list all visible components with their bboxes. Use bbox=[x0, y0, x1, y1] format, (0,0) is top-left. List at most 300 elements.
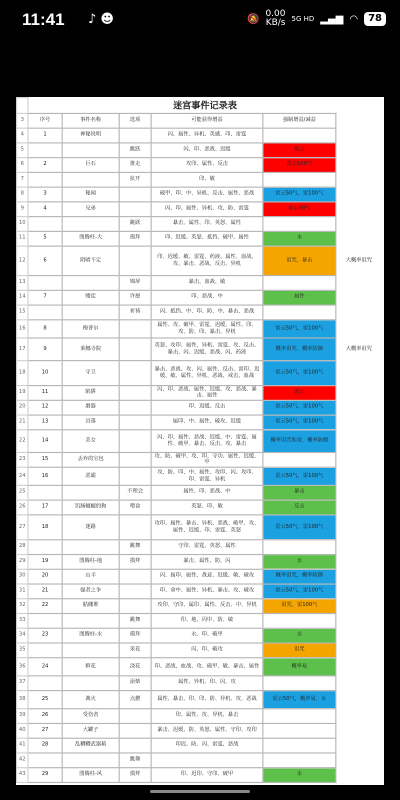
network-type: 5G HD bbox=[291, 15, 315, 23]
row-number-cell: 3 bbox=[17, 113, 28, 128]
spreadsheet-content bbox=[16, 97, 381, 783]
table-row bbox=[17, 467, 382, 485]
event-name-cell bbox=[62, 217, 119, 232]
option-cell bbox=[119, 400, 151, 415]
force-cell bbox=[263, 452, 336, 467]
event-name-cell: 乱糟糟武器箱 bbox=[62, 738, 119, 753]
option-cell bbox=[119, 709, 151, 724]
row-number-cell: 23 bbox=[17, 452, 28, 467]
note-cell bbox=[336, 172, 382, 187]
force-cell: 雷云 bbox=[263, 143, 336, 158]
force-cell: 雷云50气，雷100气 bbox=[263, 187, 336, 202]
table-row bbox=[17, 658, 382, 676]
gain-cell: 暴击、恶战、攻、闪、属性、反击、雷印、迟缓、敏、属性、异机、恶战、戒击、血战 bbox=[151, 361, 263, 386]
row-number-cell: 20 bbox=[17, 400, 28, 415]
event-name-cell: 阴晴不定 bbox=[62, 246, 119, 275]
option-cell bbox=[119, 584, 151, 599]
sequence-cell: 序号 bbox=[28, 113, 62, 128]
row-number-cell: 25 bbox=[17, 485, 28, 500]
row-number-cell: 15 bbox=[17, 305, 28, 320]
gain-cell: 印、命中、属性、异机、暴击、攻、破攻 bbox=[151, 584, 263, 599]
sequence-cell bbox=[28, 676, 62, 691]
note-cell bbox=[336, 400, 382, 415]
option-cell bbox=[119, 361, 151, 386]
table-row bbox=[17, 361, 382, 386]
table-row bbox=[17, 415, 382, 430]
sequence-cell bbox=[28, 643, 62, 658]
force-cell: 水 bbox=[263, 628, 336, 643]
force-cell bbox=[263, 172, 336, 187]
gain-cell: 破甲、印、中、异机、反击、属性、恶战 bbox=[151, 187, 263, 202]
table-row bbox=[17, 231, 382, 246]
option-cell: 推走 bbox=[119, 158, 151, 173]
event-name-cell: 陷阱 bbox=[62, 386, 119, 401]
option-cell bbox=[119, 515, 151, 540]
home-indicator[interactable] bbox=[150, 790, 250, 793]
row-number-cell: 26 bbox=[17, 500, 28, 515]
sequence-cell: 29 bbox=[28, 768, 62, 783]
network-speed bbox=[265, 10, 285, 28]
event-name-cell: 鲜花 bbox=[62, 658, 119, 676]
table-row bbox=[17, 768, 382, 783]
gain-cell: 可能获得增益 bbox=[151, 113, 263, 128]
event-name-cell bbox=[62, 143, 119, 158]
event-name-cell bbox=[62, 485, 119, 500]
event-name-cell: 山羊 bbox=[62, 569, 119, 584]
option-cell: 选项 bbox=[119, 113, 151, 128]
row-number-cell: 43 bbox=[17, 768, 28, 783]
row-number-cell: 40 bbox=[17, 723, 28, 738]
row-number-cell: 41 bbox=[17, 738, 28, 753]
event-name-cell: 岩落 bbox=[62, 415, 119, 430]
force-cell: 概率诅咒和雷，概率防御 bbox=[263, 430, 336, 453]
option-cell: 摸拜 bbox=[119, 231, 151, 246]
option-cell bbox=[119, 128, 151, 143]
sheet-title: 迷宫事件记录表 bbox=[173, 99, 237, 111]
event-name-cell: 巨石 bbox=[62, 158, 119, 173]
gain-cell: 闪、属印、属性、战意、迟缓、敏、破攻 bbox=[151, 569, 263, 584]
option-cell bbox=[119, 738, 151, 753]
force-cell: 属性 bbox=[263, 290, 336, 305]
gain-cell bbox=[151, 753, 263, 768]
note-cell bbox=[336, 467, 382, 485]
event-name-cell bbox=[62, 643, 119, 658]
table-row bbox=[17, 753, 382, 768]
gain-cell: 水、印、破甲 bbox=[151, 628, 263, 643]
sequence-cell: 18 bbox=[28, 515, 62, 540]
table-row bbox=[17, 643, 382, 658]
table-row bbox=[17, 187, 382, 202]
option-cell: 摸拜 bbox=[119, 768, 151, 783]
option-cell bbox=[119, 338, 151, 361]
event-name-cell: 美女 bbox=[62, 430, 119, 453]
row-number-cell: 33 bbox=[17, 613, 28, 628]
note-cell bbox=[336, 723, 382, 738]
event-name-cell: 事件名称 bbox=[62, 113, 119, 128]
row-number-cell: 29 bbox=[17, 555, 28, 570]
sequence-cell: 3 bbox=[28, 187, 62, 202]
table-row bbox=[17, 540, 382, 555]
force-cell: 诅咒 bbox=[263, 643, 336, 658]
option-cell: 抗开 bbox=[119, 172, 151, 187]
event-name-cell: 丢弃的宝包 bbox=[62, 452, 119, 467]
sequence-cell: 5 bbox=[28, 231, 62, 246]
note-cell bbox=[336, 643, 382, 658]
table-row bbox=[17, 515, 382, 540]
note-cell bbox=[336, 709, 382, 724]
table-row bbox=[17, 628, 382, 643]
force-cell: 雷云50气，概率易，水 bbox=[263, 691, 336, 709]
sequence-cell: 21 bbox=[28, 584, 62, 599]
note-cell bbox=[336, 628, 382, 643]
table-row bbox=[17, 386, 382, 401]
table-row bbox=[17, 172, 382, 187]
option-cell: 摸拜 bbox=[119, 628, 151, 643]
row-number-cell: 30 bbox=[17, 569, 28, 584]
event-name-cell: 莱娜寺院 bbox=[62, 338, 119, 361]
speed-unit: KB/s bbox=[265, 18, 286, 28]
event-name-cell: 篝火 bbox=[62, 691, 119, 709]
sequence-cell: 19 bbox=[28, 555, 62, 570]
sequence-cell: 25 bbox=[28, 691, 62, 709]
option-cell: 锦屏 bbox=[119, 276, 151, 291]
option-cell bbox=[119, 415, 151, 430]
force-cell bbox=[263, 540, 336, 555]
force-cell bbox=[263, 217, 336, 232]
force-cell: 概率诅咒，概率防御 bbox=[263, 338, 336, 361]
sequence-cell bbox=[28, 217, 62, 232]
status-bar bbox=[0, 0, 400, 44]
table-row bbox=[17, 400, 382, 415]
row-number-cell: 6 bbox=[17, 158, 28, 173]
event-name-cell: 骷髅堆 bbox=[62, 599, 119, 614]
option-cell: 摸拜 bbox=[119, 555, 151, 570]
gain-cell: 印、地、闪中、防、敏 bbox=[151, 613, 263, 628]
note-cell bbox=[336, 691, 382, 709]
sequence-cell: 16 bbox=[28, 467, 62, 485]
gain-cell: 攻印、属性、反击 bbox=[151, 158, 263, 173]
sequence-cell: 20 bbox=[28, 569, 62, 584]
note-cell bbox=[336, 430, 382, 453]
option-cell bbox=[119, 599, 151, 614]
gain-cell: 闪、属性、异机、英感、印、雷霆 bbox=[151, 128, 263, 143]
event-name-cell bbox=[62, 753, 119, 768]
option-cell bbox=[119, 723, 151, 738]
gain-cell: 印、恶战、血战、攻、破甲、敏、暴击、属性 bbox=[151, 658, 263, 676]
table-row bbox=[17, 430, 382, 453]
option-cell: 跳舞 bbox=[119, 753, 151, 768]
option-cell bbox=[119, 569, 151, 584]
sequence-cell bbox=[28, 305, 62, 320]
row-number-cell: 17 bbox=[17, 338, 28, 361]
event-name-cell: 守卫 bbox=[62, 361, 119, 386]
force-cell bbox=[263, 753, 336, 768]
note-cell bbox=[336, 361, 382, 386]
option-cell: 跳跃 bbox=[119, 143, 151, 158]
sequence-cell: 2 bbox=[28, 158, 62, 173]
sequence-cell: 1 bbox=[28, 128, 62, 143]
force-cell: 诅咒，暴击 bbox=[263, 246, 336, 275]
note-cell bbox=[336, 128, 382, 143]
gain-cell: 英怒、印、敏 bbox=[151, 500, 263, 515]
event-name-cell bbox=[62, 613, 119, 628]
force-cell: 雷云50气，雷100气 bbox=[263, 467, 336, 485]
status-indicators bbox=[247, 10, 386, 28]
note-cell bbox=[336, 415, 382, 430]
note-cell: 大概率诅咒 bbox=[345, 257, 373, 264]
event-name-cell: 迷路 bbox=[62, 515, 119, 540]
row-number-cell: 18 bbox=[17, 361, 28, 386]
force-cell: 水 bbox=[263, 231, 336, 246]
sequence-cell: 27 bbox=[28, 723, 62, 738]
table-row bbox=[17, 338, 382, 361]
row-number-cell: 24 bbox=[17, 467, 28, 485]
gain-cell: 印、迟印、守印、破甲 bbox=[151, 768, 263, 783]
event-name-cell: 饥肠辘辘的狗 bbox=[62, 500, 119, 515]
speed-value: 0.00 bbox=[265, 9, 286, 19]
event-name-cell: 梅普尔 bbox=[62, 320, 119, 338]
table-row bbox=[17, 613, 382, 628]
event-name-cell bbox=[62, 276, 119, 291]
gain-cell: 攻、防、印、中、属性、攻印、闪、攻印、印、雷霆、异机 bbox=[151, 467, 263, 485]
note-cell bbox=[336, 320, 382, 338]
row-number-cell: 34 bbox=[17, 628, 28, 643]
gain-cell: 属性、暴击、印、印、防、异机、攻、恶战 bbox=[151, 691, 263, 709]
row-number-cell: 19 bbox=[17, 386, 28, 401]
sequence-cell: 4 bbox=[28, 202, 62, 217]
note-cell bbox=[336, 202, 382, 217]
note-cell bbox=[336, 290, 382, 305]
gain-cell: 闪、印、破攻 bbox=[151, 643, 263, 658]
force-cell bbox=[263, 676, 336, 691]
option-cell bbox=[119, 386, 151, 401]
row-number-cell: 21 bbox=[17, 415, 28, 430]
note-cell bbox=[336, 217, 382, 232]
signal-icon: ▂▄▆ bbox=[320, 13, 344, 25]
force-cell: 雷云50气 bbox=[263, 202, 336, 217]
table-row bbox=[17, 738, 382, 753]
note-cell bbox=[336, 158, 382, 173]
force-cell bbox=[263, 613, 336, 628]
sequence-cell: 8 bbox=[28, 320, 62, 338]
gain-cell: 英怒、攻印、属性、异机、雷霆、攻、反击、暴击、闪、迟缓、恶战、闪、药液 bbox=[151, 338, 263, 361]
force-cell: 概率诅咒，概率防御 bbox=[263, 569, 336, 584]
row-number-cell: 11 bbox=[17, 231, 28, 246]
sequence-cell: 12 bbox=[28, 400, 62, 415]
sequence-cell: 22 bbox=[28, 599, 62, 614]
spreadsheet-viewer[interactable] bbox=[16, 97, 384, 785]
note-cell bbox=[336, 569, 382, 584]
sequence-cell bbox=[28, 485, 62, 500]
row-number-cell: 42 bbox=[17, 753, 28, 768]
row-number-cell: 39 bbox=[17, 709, 28, 724]
sequence-cell: 9 bbox=[28, 338, 62, 361]
event-name-cell bbox=[62, 540, 119, 555]
gain-cell: 印、迟缓、英怒、抵挡、破甲、属性 bbox=[151, 231, 263, 246]
note-cell bbox=[336, 386, 382, 401]
option-cell: 添柴 bbox=[119, 676, 151, 691]
table-row bbox=[17, 569, 382, 584]
option-cell bbox=[119, 452, 151, 467]
gain-cell: 印、属性、攻、异机、暴击 bbox=[151, 709, 263, 724]
note-cell: 大概率诅咒 bbox=[345, 346, 373, 353]
note-cell bbox=[336, 500, 382, 515]
gain-cell: 印、迟缓、反击 bbox=[151, 400, 263, 415]
table-row bbox=[17, 290, 382, 305]
row-number-cell: 14 bbox=[17, 290, 28, 305]
note-cell bbox=[336, 753, 382, 768]
force-cell: 雷云50气，雷100气 bbox=[263, 320, 336, 338]
event-name-cell: 强者之争 bbox=[62, 584, 119, 599]
force-cell: 水 bbox=[263, 555, 336, 570]
force-cell: 反击 bbox=[263, 500, 336, 515]
note-cell bbox=[336, 515, 382, 540]
mute-icon: 🔕 bbox=[247, 13, 260, 25]
sequence-cell: 17 bbox=[28, 500, 62, 515]
option-cell bbox=[119, 467, 151, 485]
note-cell bbox=[336, 738, 382, 753]
row-number-cell: 27 bbox=[17, 515, 28, 540]
gain-cell: 印、敏 bbox=[151, 172, 263, 187]
row-number-cell: 12 bbox=[17, 246, 28, 275]
row-number-cell: 38 bbox=[17, 691, 28, 709]
gain-cell: 闪、印、恶战、迟缓 bbox=[151, 143, 263, 158]
force-cell: 雷云50气，雷100气 bbox=[263, 400, 336, 415]
row-number-cell: 36 bbox=[17, 658, 28, 676]
table-row bbox=[17, 723, 382, 738]
option-cell bbox=[119, 430, 151, 453]
table-row bbox=[17, 555, 382, 570]
event-name-cell bbox=[62, 172, 119, 187]
force-cell: 雷云50气，雷100气 bbox=[263, 361, 336, 386]
notification-icons: ♪ ☻ bbox=[88, 12, 114, 27]
gain-cell: 攻、防、破甲、攻、印、守功、属性、迟缓、中 bbox=[151, 452, 263, 467]
table-row bbox=[17, 452, 382, 467]
table-row bbox=[17, 305, 382, 320]
note-cell bbox=[336, 613, 382, 628]
note-cell bbox=[336, 658, 382, 676]
event-name-cell bbox=[62, 676, 119, 691]
force-cell bbox=[263, 276, 336, 291]
table-row bbox=[17, 709, 382, 724]
sequence-cell: 14 bbox=[28, 430, 62, 453]
force-cell: 诅咒，雷100气 bbox=[263, 599, 336, 614]
gain-cell: 暴击、迟缓、防、英怒、属性、守印、攻印 bbox=[151, 723, 263, 738]
row-number-cell: 13 bbox=[17, 276, 28, 291]
gain-cell: 属性、异机、印、闪、攻 bbox=[151, 676, 263, 691]
row-number-cell: 31 bbox=[17, 584, 28, 599]
note-cell bbox=[336, 305, 382, 320]
table-row bbox=[17, 202, 382, 217]
note-cell bbox=[336, 540, 382, 555]
row-number bbox=[17, 98, 28, 114]
row-number-cell: 9 bbox=[17, 202, 28, 217]
table-row bbox=[17, 128, 382, 143]
note-cell bbox=[336, 231, 382, 246]
row-number-cell: 8 bbox=[17, 187, 28, 202]
force-cell: 概率易 bbox=[263, 658, 336, 676]
note-cell bbox=[336, 143, 382, 158]
table-row bbox=[17, 246, 382, 275]
note-cell bbox=[336, 276, 382, 291]
sequence-cell: 23 bbox=[28, 628, 62, 643]
event-name-cell: 图腾柱-大 bbox=[62, 231, 119, 246]
gain-cell: 暴击、属性、印、英怒、属性 bbox=[151, 217, 263, 232]
sequence-cell: 24 bbox=[28, 658, 62, 676]
event-name-cell: 图腾柱-风 bbox=[62, 768, 119, 783]
wifi-icon: ◠ bbox=[349, 13, 359, 25]
event-name-cell: 兄弟 bbox=[62, 202, 119, 217]
table-row bbox=[17, 143, 382, 158]
option-cell: 跳舞 bbox=[119, 540, 151, 555]
note-cell bbox=[336, 452, 382, 467]
sequence-cell: 28 bbox=[28, 738, 62, 753]
row-number-cell: 35 bbox=[17, 643, 28, 658]
note-cell bbox=[336, 676, 382, 691]
sequence-cell bbox=[28, 753, 62, 768]
sequence-cell bbox=[28, 143, 62, 158]
option-cell: 浇花 bbox=[119, 658, 151, 676]
row-number-cell: 37 bbox=[17, 676, 28, 691]
option-cell bbox=[119, 246, 151, 275]
table-row bbox=[17, 584, 382, 599]
option-cell: 喂食 bbox=[119, 500, 151, 515]
event-name-cell: 大罐子 bbox=[62, 723, 119, 738]
gain-cell: 印、迟缓、敏、雷霆、药液、属性、血战、攻、暴击、恶战、反击、异机 bbox=[151, 246, 263, 275]
event-name-cell: 恶霸 bbox=[62, 467, 119, 485]
table-row bbox=[17, 691, 382, 709]
force-cell bbox=[263, 723, 336, 738]
note-cell bbox=[336, 584, 382, 599]
row-number-cell: 5 bbox=[17, 143, 28, 158]
force-cell: 暴击 bbox=[263, 485, 336, 500]
sequence-cell: 11 bbox=[28, 386, 62, 401]
sequence-cell: 15 bbox=[28, 452, 62, 467]
event-name-cell: 磨器 bbox=[62, 400, 119, 415]
sequence-cell bbox=[28, 613, 62, 628]
option-cell: 采花 bbox=[119, 643, 151, 658]
gain-cell: 闪、抵挡、中、印、防、中、暴击、恶战 bbox=[151, 305, 263, 320]
event-name-cell: 秘闻 bbox=[62, 187, 119, 202]
table-row bbox=[17, 676, 382, 691]
gain-cell: 属性、印、恶战、中 bbox=[151, 485, 263, 500]
sequence-cell bbox=[28, 276, 62, 291]
force-cell bbox=[263, 305, 336, 320]
force-cell: 雷云50气，雷100气 bbox=[263, 415, 336, 430]
gain-cell: 印迟、防、闪、雷霆、恶战 bbox=[151, 738, 263, 753]
option-cell bbox=[119, 202, 151, 217]
row-number-cell: 22 bbox=[17, 430, 28, 453]
force-cell bbox=[263, 738, 336, 753]
gain-cell: 攻印、属性、暴击、异机、恶战、破甲、攻、属性、迟缓、印、雷霆、英怒 bbox=[151, 515, 263, 540]
row-number-cell: 4 bbox=[17, 128, 28, 143]
sequence-cell: 26 bbox=[28, 709, 62, 724]
sequence-cell: 10 bbox=[28, 361, 62, 386]
force-cell: 雷云 bbox=[263, 386, 336, 401]
gain-cell: 属性、攻、破甲、雷霆、迟缓、属性、印、攻、防、印、暴击、异机 bbox=[151, 320, 263, 338]
sequence-cell: 7 bbox=[28, 290, 62, 305]
gain-cell: 闪、印、属性、异机、攻、防、雷霆 bbox=[151, 202, 263, 217]
sequence-cell: 13 bbox=[28, 415, 62, 430]
note-cell bbox=[336, 599, 382, 614]
event-name-cell bbox=[62, 305, 119, 320]
note-cell bbox=[336, 485, 382, 500]
option-cell: 许愿 bbox=[119, 290, 151, 305]
force-cell: 水 bbox=[263, 768, 336, 783]
gain-cell: 印、恶战、中 bbox=[151, 290, 263, 305]
gain-cell: 属印、中、属性、破攻、迟缓 bbox=[151, 415, 263, 430]
force-cell: 雷云50气，雷100气 bbox=[263, 515, 336, 540]
